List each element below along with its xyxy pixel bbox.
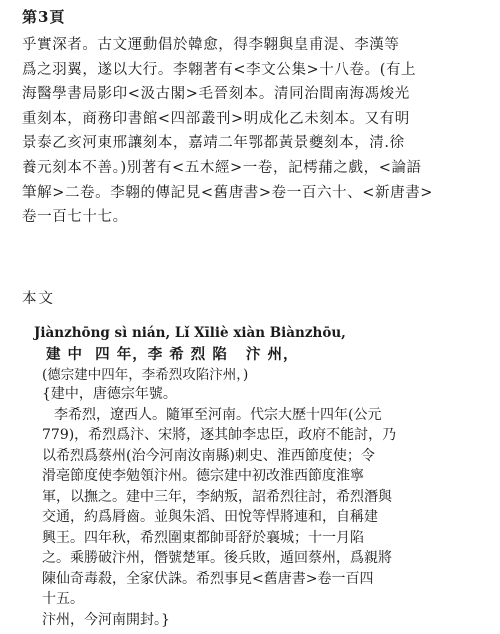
- annotation-notes: [42, 384, 497, 630]
- note-line: 779)，希烈爲汴、宋將，逐其帥李忠臣，政府不能討，乃: [42, 427, 397, 443]
- page-number-header: 第3頁: [22, 8, 66, 26]
- intro-line: 爲之羽翼，遂以大行。李翺著有<李文公集>十八卷。(有上: [22, 61, 417, 78]
- intro-line: 乎實深者。古文運動倡於韓愈，得李翺與皇甫湜、李漢等: [22, 37, 400, 53]
- note-line: 軍，以撫之。建中三年，李納叛，詔希烈往討，希烈潛與: [42, 488, 392, 505]
- intro-line: 卷一百七十七。: [22, 209, 128, 226]
- intro-line: 海醫學書局影印<汲古閣>毛晉刻本。清同治間南海馮焌光: [22, 86, 410, 103]
- note-line: {建中，唐德宗年號。: [42, 386, 177, 402]
- note-line: 李希烈，遼西人。隨軍至河南。代宗大歷十四年(公元: [54, 406, 382, 423]
- verse-line: 建 中 四 年，李 希 烈 陷 汴 州，: [46, 346, 299, 363]
- note-line: 交通，約爲脣齒。並與朱滔、田悅等悍將連和，自稱建: [42, 509, 378, 525]
- intro-line: 筆解>二卷。李翺的傳記見<舊唐書>卷一百六十、<新唐書>: [22, 184, 434, 201]
- note-line: 之。乘勝破汴州，僭號楚軍。後兵敗，遁回蔡州，爲親將: [42, 550, 392, 566]
- note-line: 汴州，今河南開封。}: [42, 611, 170, 628]
- pinyin-line: Jiànzhōng sì nián, Lǐ Xīliè xiàn Biànzhōu,: [34, 325, 346, 341]
- note-line: 陳仙奇毒殺，全家伏誅。希烈事見<舊唐書>卷一百四: [42, 570, 374, 587]
- note-line: 以希烈爲蔡州(治今河南汝南縣)刺史、淮西節度使；令: [42, 447, 375, 464]
- intro-paragraph: [22, 33, 492, 230]
- translation-line: (德宗建中四年，李希烈攻陷汴州，): [42, 367, 249, 383]
- intro-line: 景泰乙亥河東邢讓刻本，嘉靖二年鄂都黃景夔刻本，清.徐: [22, 135, 405, 152]
- note-line: 興王。四年秋，希烈圍東都帥哥舒於襄城；十一月陷: [42, 529, 364, 546]
- section-title: 本文: [22, 291, 55, 307]
- intro-line: 重刻本，商務印書館<四部叢刊>明成化乙未刻本。又有明: [22, 110, 410, 127]
- note-line: 滑亳節度使李勉領汴州。德宗建中初改淮西節度淮寧: [42, 468, 364, 484]
- note-line: 十五。: [42, 591, 84, 607]
- intro-line: 養元刻本不善。)別著有<五木經>一卷，記樗蒱之戲，<論語: [22, 159, 422, 176]
